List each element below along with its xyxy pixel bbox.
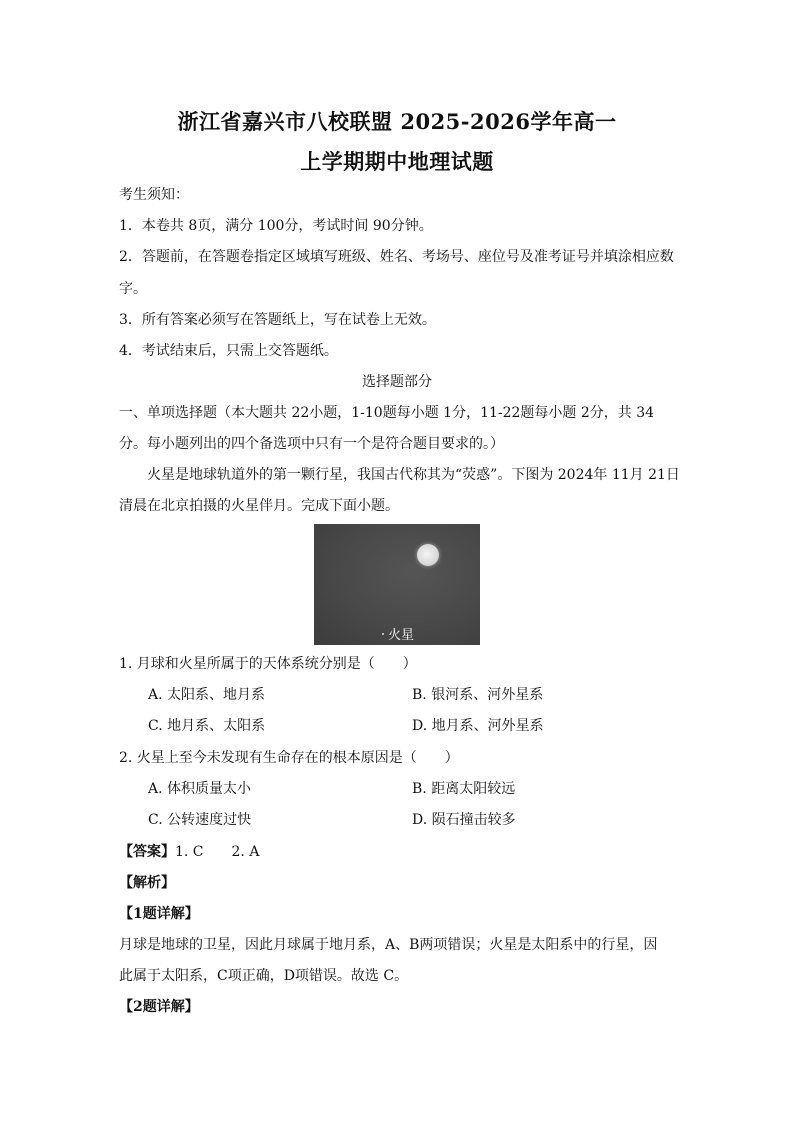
section-intro-line-1: 一、单项选择题（本大题共 22小题，1-10题每小题 1分，11-22题每小题 2分，共 34 (119, 405, 655, 421)
analysis-q1-label: 【1题详解】 (119, 906, 199, 922)
notice-item-2-cont: 字。 (119, 281, 147, 297)
question-1-stem: 1. 月球和火星所属于的天体系统分别是（ ） (119, 656, 417, 672)
exam-title-line-1: 浙江省嘉兴市八校联盟 2025-2026学年高一 (177, 109, 617, 134)
answer-label: 【答案】 (119, 844, 175, 860)
question-1-option-c: C. 地月系、太阳系 (148, 718, 266, 734)
analysis-q1-line-1: 月球是地球的卫星，因此月球属于地月系，A、B两项错误；火星是太阳系中的行星，因 (119, 937, 658, 953)
question-1-option-a: A. 太阳系、地月系 (148, 687, 266, 703)
answer-text: 1. C 2. A (175, 844, 260, 860)
answer-row (119, 842, 689, 862)
mars-moon-photo (314, 524, 480, 645)
photo-label-mars: 火星 (388, 628, 415, 643)
analysis-label: 【解析】 (119, 875, 175, 891)
analysis-q1-line-2: 此属于太阳系，C项正确，D项错误。故选 C。 (119, 968, 409, 984)
notice-item-3: 3．所有答案必须写在答题纸上，写在试卷上无效。 (119, 312, 436, 328)
question-1-option-d: D. 地月系、河外星系 (412, 718, 544, 734)
section-heading: 选择题部分 (362, 374, 432, 390)
analysis-q2-label: 【2题详解】 (119, 999, 199, 1015)
passage-line-2: 清晨在北京拍摄的火星伴月。完成下面小题。 (119, 498, 399, 514)
question-2-stem: 2. 火星上至今未发现有生命存在的根本原因是（ ） (119, 750, 459, 766)
moon-icon (417, 544, 439, 566)
passage-line-1: 火星是地球轨道外的第一颗行星，我国古代称其为“荧惑”。下图为 2024年 11月 21日 (147, 467, 680, 483)
notice-item-1: 1．本卷共 8页，满分 100分，考试时间 90分钟。 (119, 218, 433, 234)
question-2-option-a: A. 体积质量太小 (148, 781, 252, 797)
question-2-option-c: C. 公转速度过快 (148, 812, 252, 828)
mars-dot-icon (382, 633, 384, 635)
section-intro-line-2: 分。每小题列出的四个备选项中只有一个是符合题目要求的。） (119, 436, 504, 452)
notice-heading: 考生须知： (119, 187, 189, 203)
notice-item-4: 4．考试结束后，只需上交答题纸。 (119, 343, 338, 359)
notice-item-2: 2．答题前，在答题卷指定区域填写班级、姓名、考场号、座位号及准考证号并填涂相应数 (119, 249, 674, 265)
question-2-option-b: B. 距离太阳较远 (412, 781, 516, 797)
question-1-option-b: B. 银河系、河外星系 (412, 687, 544, 703)
question-2-option-d: D. 陨石撞击较多 (412, 812, 516, 828)
exam-title-line-2: 上学期期中地理试题 (300, 149, 494, 174)
